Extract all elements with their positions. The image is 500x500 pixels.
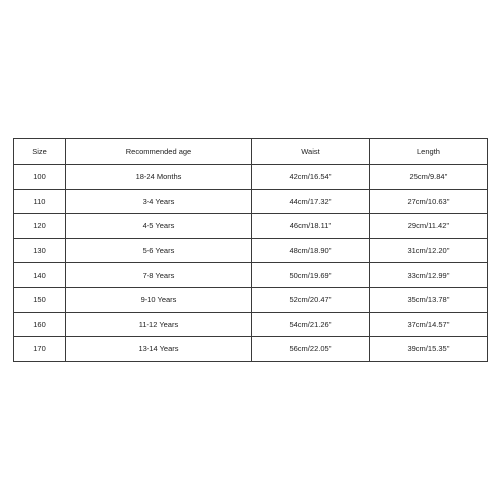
- cell-waist: 54cm/21.26'': [252, 312, 370, 337]
- cell-size: 120: [14, 214, 66, 239]
- cell-length: 39cm/15.35'': [370, 337, 488, 362]
- cell-length: 25cm/9.84'': [370, 165, 488, 190]
- cell-length: 33cm/12.99'': [370, 263, 488, 288]
- cell-length: 35cm/13.78'': [370, 287, 488, 312]
- cell-waist: 56cm/22.05'': [252, 337, 370, 362]
- cell-size: 160: [14, 312, 66, 337]
- cell-size: 130: [14, 238, 66, 263]
- table-row: [14, 238, 488, 263]
- table-header-row: [14, 139, 488, 165]
- cell-waist: 42cm/16.54'': [252, 165, 370, 190]
- cell-recommended-age: 11-12 Years: [66, 312, 252, 337]
- table-row: [14, 165, 488, 190]
- cell-waist: 52cm/20.47'': [252, 287, 370, 312]
- cell-size: 110: [14, 189, 66, 214]
- header-size: Size: [14, 139, 66, 165]
- cell-recommended-age: 4-5 Years: [66, 214, 252, 239]
- cell-length: 37cm/14.57'': [370, 312, 488, 337]
- cell-size: 140: [14, 263, 66, 288]
- cell-recommended-age: 18-24 Months: [66, 165, 252, 190]
- header-waist: Waist: [252, 139, 370, 165]
- cell-waist: 44cm/17.32'': [252, 189, 370, 214]
- cell-recommended-age: 5-6 Years: [66, 238, 252, 263]
- cell-waist: 48cm/18.90'': [252, 238, 370, 263]
- cell-waist: 50cm/19.69'': [252, 263, 370, 288]
- size-chart-table: [13, 138, 488, 362]
- cell-waist: 46cm/18.11'': [252, 214, 370, 239]
- table-row: [14, 287, 488, 312]
- cell-size: 100: [14, 165, 66, 190]
- cell-size: 150: [14, 287, 66, 312]
- header-length: Length: [370, 139, 488, 165]
- table-row: [14, 263, 488, 288]
- cell-length: 27cm/10.63'': [370, 189, 488, 214]
- table-row: [14, 337, 488, 362]
- table-row: [14, 189, 488, 214]
- table-row: [14, 312, 488, 337]
- cell-recommended-age: 13-14 Years: [66, 337, 252, 362]
- cell-recommended-age: 3-4 Years: [66, 189, 252, 214]
- cell-length: 29cm/11.42'': [370, 214, 488, 239]
- cell-recommended-age: 9-10 Years: [66, 287, 252, 312]
- cell-size: 170: [14, 337, 66, 362]
- table-row: [14, 214, 488, 239]
- header-recommended-age: Recommended age: [66, 139, 252, 165]
- cell-recommended-age: 7-8 Years: [66, 263, 252, 288]
- cell-length: 31cm/12.20'': [370, 238, 488, 263]
